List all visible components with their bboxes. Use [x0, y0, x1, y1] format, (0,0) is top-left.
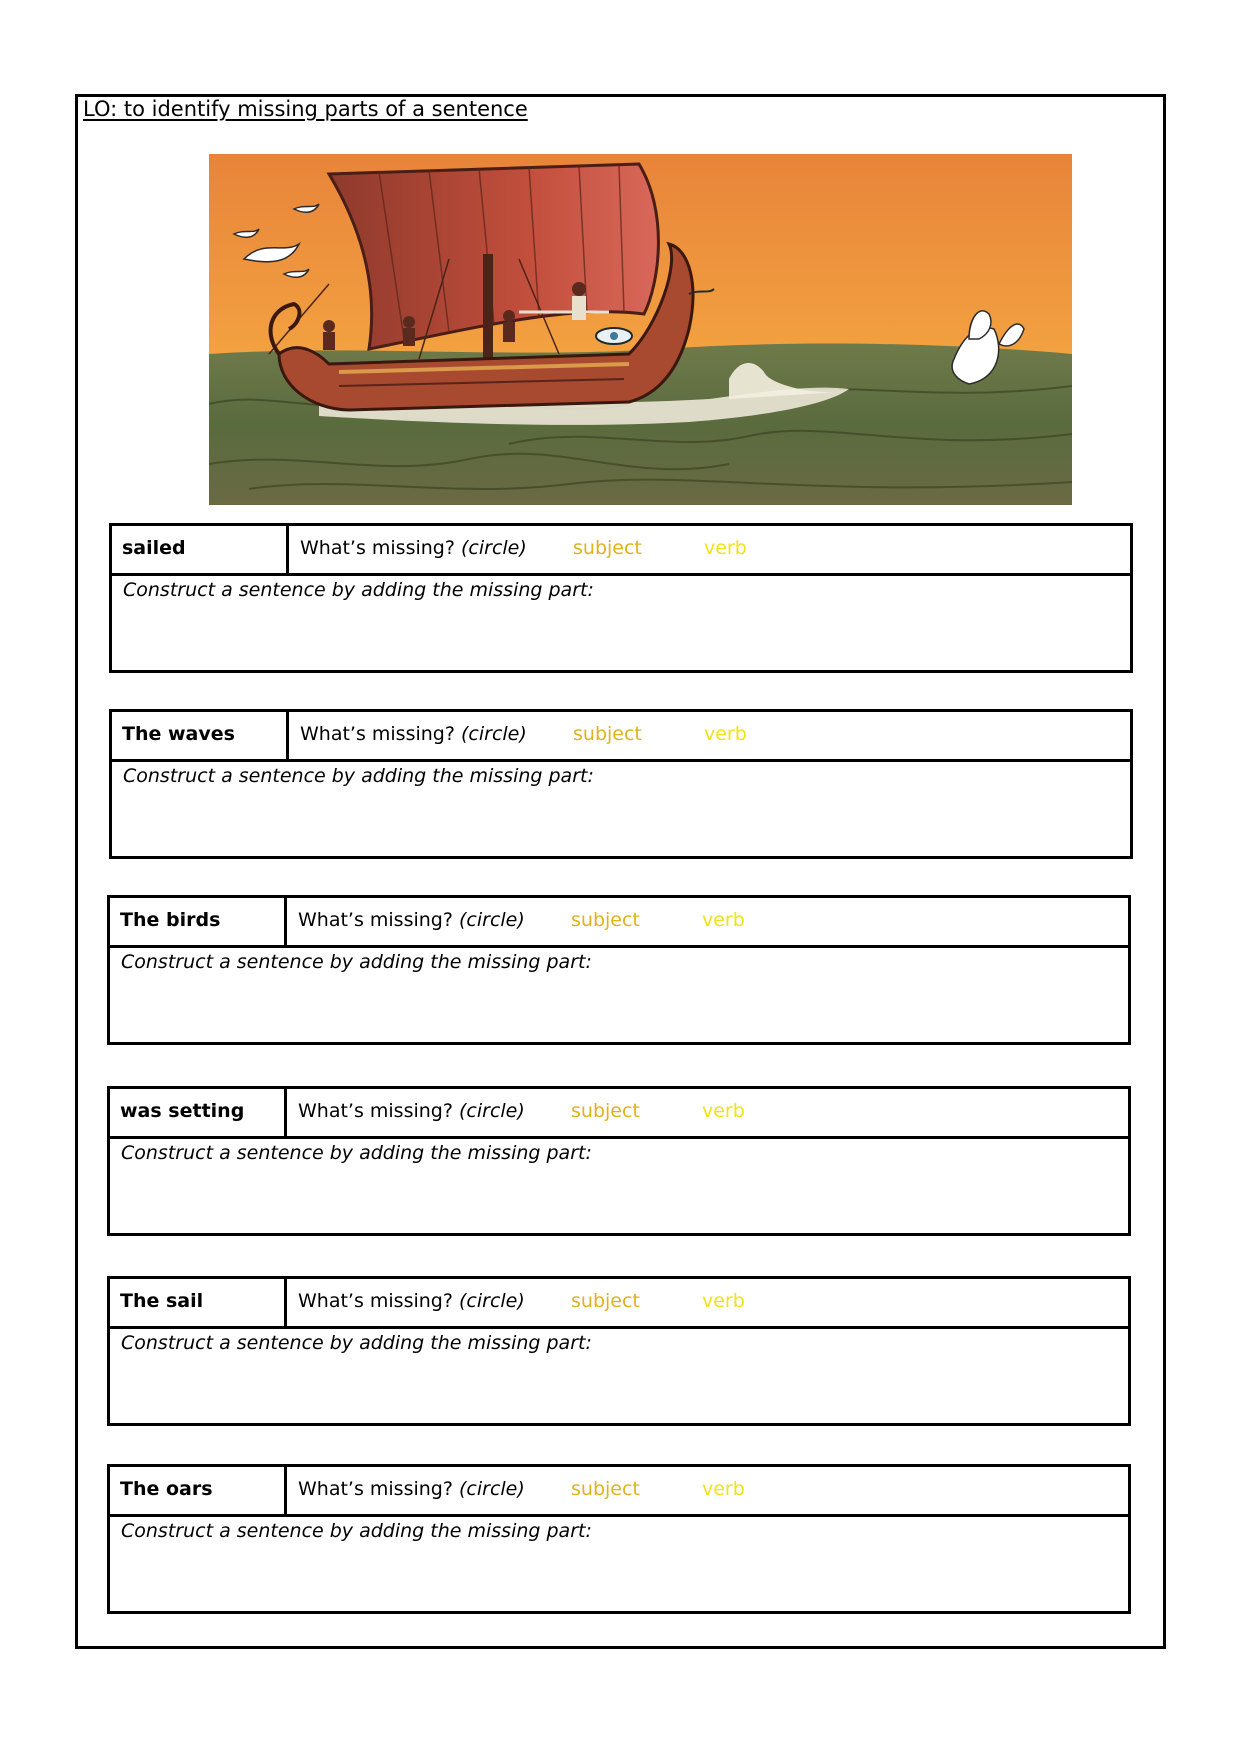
- sentence-fragment: was setting: [110, 1089, 287, 1136]
- option-verb[interactable]: verb: [702, 909, 745, 931]
- question-hint: (circle): [459, 1100, 525, 1122]
- task-card-3: [107, 895, 1131, 1045]
- option-verb[interactable]: verb: [702, 1290, 745, 1312]
- question-hint: (circle): [459, 1290, 525, 1312]
- question-text: What’s missing?: [298, 1290, 453, 1312]
- task-card-1: [109, 523, 1133, 673]
- construct-instruction: Construct a sentence by adding the missing part:: [121, 1142, 592, 1164]
- construct-instruction: Construct a sentence by adding the missing part:: [123, 579, 594, 601]
- answer-space[interactable]: [110, 1361, 1128, 1423]
- learning-objective: LO: to identify missing parts of a sentence: [83, 97, 528, 121]
- missing-question: [298, 1467, 525, 1514]
- construct-instruction: Construct a sentence by adding the missing part:: [121, 1520, 592, 1542]
- sentence-fragment: The birds: [110, 898, 287, 945]
- sentence-fragment: The sail: [110, 1279, 287, 1326]
- task-card-2: [109, 709, 1133, 859]
- mast: [483, 254, 493, 364]
- answer-space[interactable]: [110, 1549, 1128, 1611]
- question-hint: (circle): [459, 1478, 525, 1500]
- question-text: What’s missing?: [300, 537, 455, 559]
- answer-space[interactable]: [110, 1171, 1128, 1233]
- sentence-fragment: The waves: [112, 712, 289, 759]
- task-card-4: [107, 1086, 1131, 1236]
- question-text: What’s missing?: [298, 1478, 453, 1500]
- galley-ship-illustration: [209, 154, 1072, 505]
- sentence-fragment: sailed: [112, 526, 289, 573]
- missing-question: [298, 898, 525, 945]
- task-header-row: [110, 898, 1128, 948]
- missing-question: [298, 1089, 525, 1136]
- sentence-fragment: The oars: [110, 1467, 287, 1514]
- question-hint: (circle): [459, 909, 525, 931]
- option-subject[interactable]: subject: [571, 909, 640, 931]
- option-subject[interactable]: subject: [571, 1478, 640, 1500]
- task-header-row: [110, 1467, 1128, 1517]
- task-card-5: [107, 1276, 1131, 1426]
- option-subject[interactable]: subject: [573, 537, 642, 559]
- answer-space[interactable]: [112, 608, 1130, 670]
- option-verb[interactable]: verb: [704, 537, 747, 559]
- construct-instruction: Construct a sentence by adding the missing part:: [121, 1332, 592, 1354]
- missing-question: [298, 1279, 525, 1326]
- answer-space[interactable]: [110, 980, 1128, 1042]
- task-header-row: [112, 526, 1130, 576]
- option-subject[interactable]: subject: [571, 1290, 640, 1312]
- question-text: What’s missing?: [300, 723, 455, 745]
- option-verb[interactable]: verb: [704, 723, 747, 745]
- task-header-row: [110, 1089, 1128, 1139]
- task-header-row: [112, 712, 1130, 762]
- option-subject[interactable]: subject: [573, 723, 642, 745]
- option-verb[interactable]: verb: [702, 1478, 745, 1500]
- task-card-6: [107, 1464, 1131, 1614]
- option-verb[interactable]: verb: [702, 1100, 745, 1122]
- question-text: What’s missing?: [298, 1100, 453, 1122]
- construct-instruction: Construct a sentence by adding the missing part:: [121, 951, 592, 973]
- question-hint: (circle): [461, 537, 527, 559]
- missing-question: [300, 712, 527, 759]
- question-text: What’s missing?: [298, 909, 453, 931]
- galley-ship-image: [209, 154, 1072, 505]
- construct-instruction: Construct a sentence by adding the missing part:: [123, 765, 594, 787]
- task-header-row: [110, 1279, 1128, 1329]
- question-hint: (circle): [461, 723, 527, 745]
- option-subject[interactable]: subject: [571, 1100, 640, 1122]
- missing-question: [300, 526, 527, 573]
- answer-space[interactable]: [112, 794, 1130, 856]
